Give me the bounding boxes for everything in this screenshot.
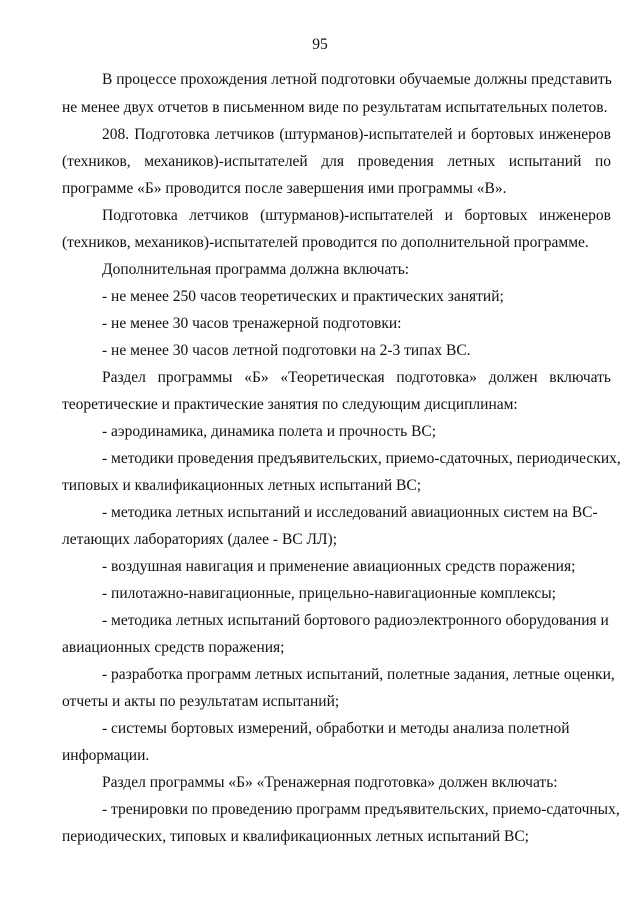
list-item: - методики проведения предъявительских, приемо-сдаточных, периодических, xyxy=(102,450,621,467)
list-item: - воздушная навигация и применение авиационных средств поражения; xyxy=(102,558,576,575)
text-line: отчеты и акты по результатам испытаний; xyxy=(62,693,340,710)
list-item: - тренировки по проведению программ предъявительских, приемо-сдаточных, xyxy=(102,801,620,818)
text-line: типовых и квалификационных летных испытаний ВС; xyxy=(62,477,422,494)
text-line: (техников, механиков)-испытателей проводится по дополнительной программе. xyxy=(62,234,589,251)
list-item: - не менее 30 часов летной подготовки на 2-3 типах ВС. xyxy=(102,342,471,359)
text-line: В процессе прохождения летной подготовки обучаемые должны представить xyxy=(102,71,612,88)
text-line: программе «Б» проводится после завершения ими программы «В». xyxy=(62,180,507,197)
text-line: Подготовка летчиков (штурманов)-испытателей и бортовых инженеров xyxy=(102,207,611,224)
list-item: - не менее 30 часов тренажерной подготовки: xyxy=(102,315,402,332)
list-item: - методика летных испытаний и исследований авиационных систем на ВС- xyxy=(102,504,598,521)
text-line: Дополнительная программа должна включать: xyxy=(102,261,410,278)
page-number: 95 xyxy=(312,36,328,53)
list-item: - методика летных испытаний бортового радиоэлектронного оборудования и xyxy=(102,612,609,629)
text-line: информации. xyxy=(62,747,150,764)
text-line: авиационных средств поражения; xyxy=(62,639,285,656)
list-item: - не менее 250 часов теоретических и практических занятий; xyxy=(102,288,504,305)
text-line: (техников, механиков)-испытателей для проведения летных испытаний по xyxy=(62,153,611,170)
list-item: - системы бортовых измерений, обработки и методы анализа полетной xyxy=(102,720,570,737)
text-line: теоретические и практические занятия по следующим дисциплинам: xyxy=(62,396,518,413)
text-line: Раздел программы «Б» «Теоретическая подготовка» должен включать xyxy=(102,369,611,386)
list-item: - пилотажно-навигационные, прицельно-навигационные комплексы; xyxy=(102,585,556,602)
text-line: Раздел программы «Б» «Тренажерная подготовка» должен включать: xyxy=(102,774,558,791)
list-item: - аэродинамика, динамика полета и прочность ВС; xyxy=(102,423,437,440)
text-line: периодических, типовых и квалификационных летных испытаний ВС; xyxy=(62,828,529,845)
paragraph-208-line: 208. Подготовка летчиков (штурманов)-испытателей и бортовых инженеров xyxy=(102,126,611,143)
list-item: - разработка программ летных испытаний, полетные задания, летные оценки, xyxy=(102,666,615,683)
text-line: летающих лабораториях (далее - ВС ЛЛ); xyxy=(62,531,338,548)
text-line: не менее двух отчетов в письменном виде по результатам испытательных полетов. xyxy=(62,99,608,116)
